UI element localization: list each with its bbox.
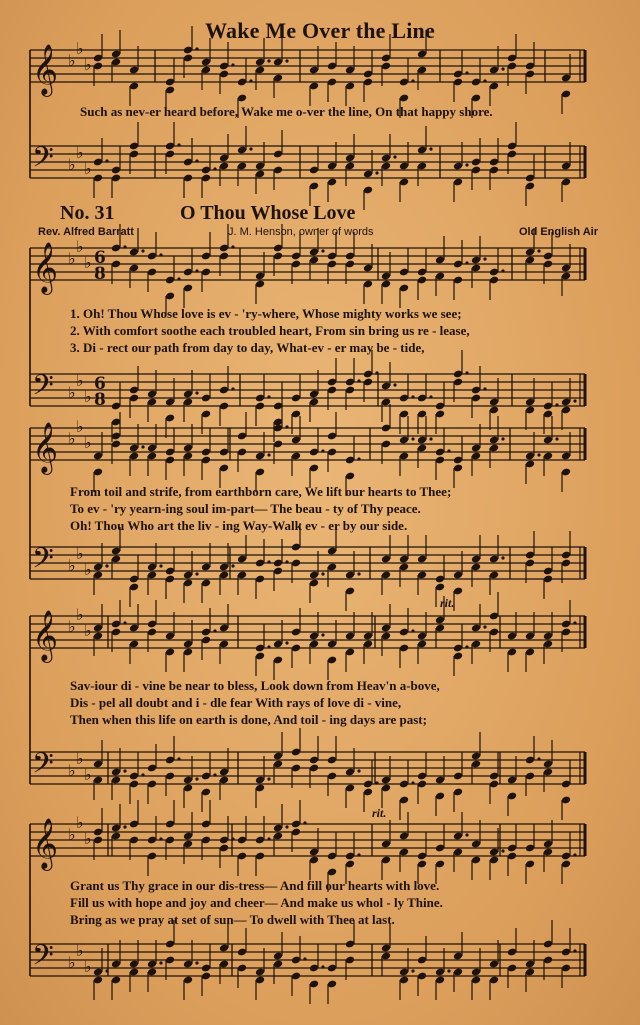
lyric-line: To ev - 'ry yearn-ing soul im-part— The beau - ty of Thy peace.: [70, 501, 421, 516]
dot: [267, 560, 270, 563]
lyric-line: Bring as we pray at set of sun— To dwell with Thee at last.: [70, 912, 395, 927]
dot: [123, 825, 126, 828]
dot: [375, 781, 378, 784]
flat-sign-icon: ♭: [76, 371, 84, 390]
bass-clef-icon: 𝄢: [32, 747, 54, 787]
flat-sign-icon: ♭: [68, 825, 76, 844]
dot: [321, 965, 324, 968]
bass-clef-icon: 𝄢: [32, 369, 54, 409]
top-song-title: Wake Me Over the Line: [205, 18, 435, 43]
dot: [141, 445, 144, 448]
dot: [177, 757, 180, 760]
dot: [195, 159, 198, 162]
dot: [537, 249, 540, 252]
time-signature-bottom: 8: [94, 264, 106, 284]
dot: [195, 777, 198, 780]
hymn-title: O Thou Whose Love: [180, 202, 356, 224]
flat-sign-icon: ♭: [76, 39, 84, 58]
flat-sign-icon: ♭: [76, 813, 84, 832]
flat-sign-icon: ♭: [84, 560, 92, 579]
dot: [357, 379, 360, 382]
flat-sign-icon: ♭: [68, 556, 76, 575]
dot: [555, 437, 558, 440]
flat-sign-icon: ♭: [84, 829, 92, 848]
dot: [501, 556, 504, 559]
dot: [411, 629, 414, 632]
lyric-line: Then when this life on earth is done, And toil - ing days are past;: [70, 712, 427, 727]
dot: [573, 949, 576, 952]
dot: [357, 457, 360, 460]
dot: [177, 143, 180, 146]
dot: [231, 245, 234, 248]
flat-sign-icon: ♭: [76, 417, 84, 436]
dot: [159, 961, 162, 964]
top-lyric-line: Such as nev-er heard before, Wake me o-ver the line, On that happy shore.: [80, 104, 493, 119]
time-signature-top: 6: [94, 374, 106, 394]
flat-sign-icon: ♭: [84, 387, 92, 406]
lyric-line: Fill us with hope and joy and cheer— And make us whol - ly Thine.: [70, 895, 443, 910]
flat-sign-icon: ♭: [68, 617, 76, 636]
dot: [195, 572, 198, 575]
dot: [285, 825, 288, 828]
flat-sign-icon: ♭: [76, 544, 84, 563]
dot: [231, 837, 234, 840]
dot: [231, 63, 234, 66]
dot: [357, 853, 360, 856]
dot: [501, 437, 504, 440]
ritardando-marking: rit.: [372, 806, 387, 820]
dot: [249, 147, 252, 150]
flat-sign-icon: ♭: [84, 55, 92, 74]
flat-sign-icon: ♭: [76, 941, 84, 960]
treble-clef-icon: 𝄞: [32, 44, 59, 95]
dot: [573, 399, 576, 402]
dot: [267, 395, 270, 398]
dot: [447, 969, 450, 972]
dot: [429, 437, 432, 440]
dot: [321, 449, 324, 452]
dot: [465, 645, 468, 648]
bass-clef-icon: 𝄢: [32, 939, 54, 979]
bass-clef-icon: 𝄢: [32, 542, 54, 582]
lyric-line: Sav-iour di - vine be near to bless, Look down from Heav'n a-bove,: [70, 678, 440, 693]
dot: [249, 79, 252, 82]
flat-sign-icon: ♭: [84, 765, 92, 784]
dot: [321, 572, 324, 575]
flat-sign-icon: ♭: [68, 155, 76, 174]
lyric-line: Oh! Thou Who art the liv - ing Way-Walk ev - er by our side.: [70, 518, 408, 533]
dot: [123, 621, 126, 624]
dot: [303, 821, 306, 824]
dot: [285, 59, 288, 62]
dot: [411, 437, 414, 440]
dot: [465, 833, 468, 836]
flat-sign-icon: ♭: [68, 51, 76, 70]
dot: [537, 757, 540, 760]
dot: [411, 969, 414, 972]
dot: [465, 261, 468, 264]
bass-clef-icon: 𝄢: [32, 141, 54, 181]
dot: [393, 155, 396, 158]
dot: [393, 383, 396, 386]
dot: [123, 245, 126, 248]
dot: [123, 769, 126, 772]
dot: [483, 625, 486, 628]
dot: [321, 633, 324, 636]
dot: [285, 641, 288, 644]
lyric-line: 3. Di - rect our path from day to day, What-ev - er may be - tide,: [70, 340, 425, 355]
dot: [465, 163, 468, 166]
dot: [267, 453, 270, 456]
dot: [375, 171, 378, 174]
dot: [177, 277, 180, 280]
dot: [105, 159, 108, 162]
dot: [105, 564, 108, 567]
dot: [555, 403, 558, 406]
dot: [141, 773, 144, 776]
flat-sign-icon: ♭: [76, 749, 84, 768]
dot: [213, 629, 216, 632]
time-signature-bottom: 8: [94, 390, 106, 410]
dot: [195, 391, 198, 394]
dot: [357, 769, 360, 772]
dot: [285, 425, 288, 428]
flat-sign-icon: ♭: [76, 143, 84, 162]
dot: [501, 849, 504, 852]
dot: [411, 395, 414, 398]
treble-clef-icon: 𝄞: [32, 242, 59, 293]
dot: [465, 371, 468, 374]
dot: [411, 79, 414, 82]
dot: [501, 67, 504, 70]
dot: [159, 837, 162, 840]
dot: [321, 249, 324, 252]
flat-sign-icon: ♭: [68, 761, 76, 780]
dot: [447, 449, 450, 452]
dot: [429, 147, 432, 150]
dot: [303, 957, 306, 960]
dot: [483, 387, 486, 390]
dot: [573, 853, 576, 856]
dot: [231, 564, 234, 567]
flat-sign-icon: ♭: [68, 249, 76, 268]
flat-sign-icon: ♭: [76, 237, 84, 256]
flat-sign-icon: ♭: [84, 159, 92, 178]
treble-clef-icon: 𝄞: [32, 818, 59, 869]
lyric-line: 1. Oh! Thou Whose love is ev - 'ry-where, Whose mighty works we see;: [70, 306, 462, 321]
treble-clef-icon: 𝄞: [32, 610, 59, 661]
dot: [159, 253, 162, 256]
flat-sign-icon: ♭: [84, 433, 92, 452]
dot: [231, 387, 234, 390]
dot: [195, 269, 198, 272]
dot: [267, 777, 270, 780]
flat-sign-icon: ♭: [68, 429, 76, 448]
flat-sign-icon: ♭: [84, 253, 92, 272]
flat-sign-icon: ♭: [76, 605, 84, 624]
owner-credit: J. M. Henson, owner of words: [228, 226, 374, 238]
flat-sign-icon: ♭: [84, 957, 92, 976]
treble-clef-icon: 𝄞: [32, 422, 59, 473]
lyric-line: 2. With comfort soothe each troubled heart, From sin bring us re - lease,: [70, 323, 470, 338]
dot: [195, 961, 198, 964]
dot: [195, 47, 198, 50]
dot: [483, 79, 486, 82]
dot: [267, 645, 270, 648]
dot: [465, 71, 468, 74]
dot: [375, 371, 378, 374]
lyric-line: From toil and strife, from earthborn care, We lift our hearts to Thee;: [70, 484, 452, 499]
lyric-line: Grant us Thy grace in our dis-tress— And fill our hearts with love.: [70, 878, 440, 893]
dot: [267, 59, 270, 62]
dot: [411, 781, 414, 784]
lyric-line: Dis - pel all doubt and i - dle fear With rays of love di - vine,: [70, 695, 402, 710]
hymn-number: No. 31: [60, 202, 115, 224]
dot: [537, 453, 540, 456]
dot: [483, 257, 486, 260]
flat-sign-icon: ♭: [68, 383, 76, 402]
dot: [141, 249, 144, 252]
tune-credit: Old English Air: [518, 226, 598, 238]
dot: [501, 269, 504, 272]
dot: [429, 395, 432, 398]
dot: [285, 560, 288, 563]
dot: [105, 969, 108, 972]
flat-sign-icon: ♭: [84, 621, 92, 640]
dot: [213, 773, 216, 776]
dot: [573, 621, 576, 624]
dot: [357, 572, 360, 575]
ritardando-marking: rit.: [440, 596, 455, 610]
time-signature-top: 6: [94, 248, 106, 268]
author-credit: Rev. Alfred Barratt: [38, 226, 134, 238]
flat-sign-icon: ♭: [68, 953, 76, 972]
dot: [213, 167, 216, 170]
dot: [267, 837, 270, 840]
dot: [159, 564, 162, 567]
